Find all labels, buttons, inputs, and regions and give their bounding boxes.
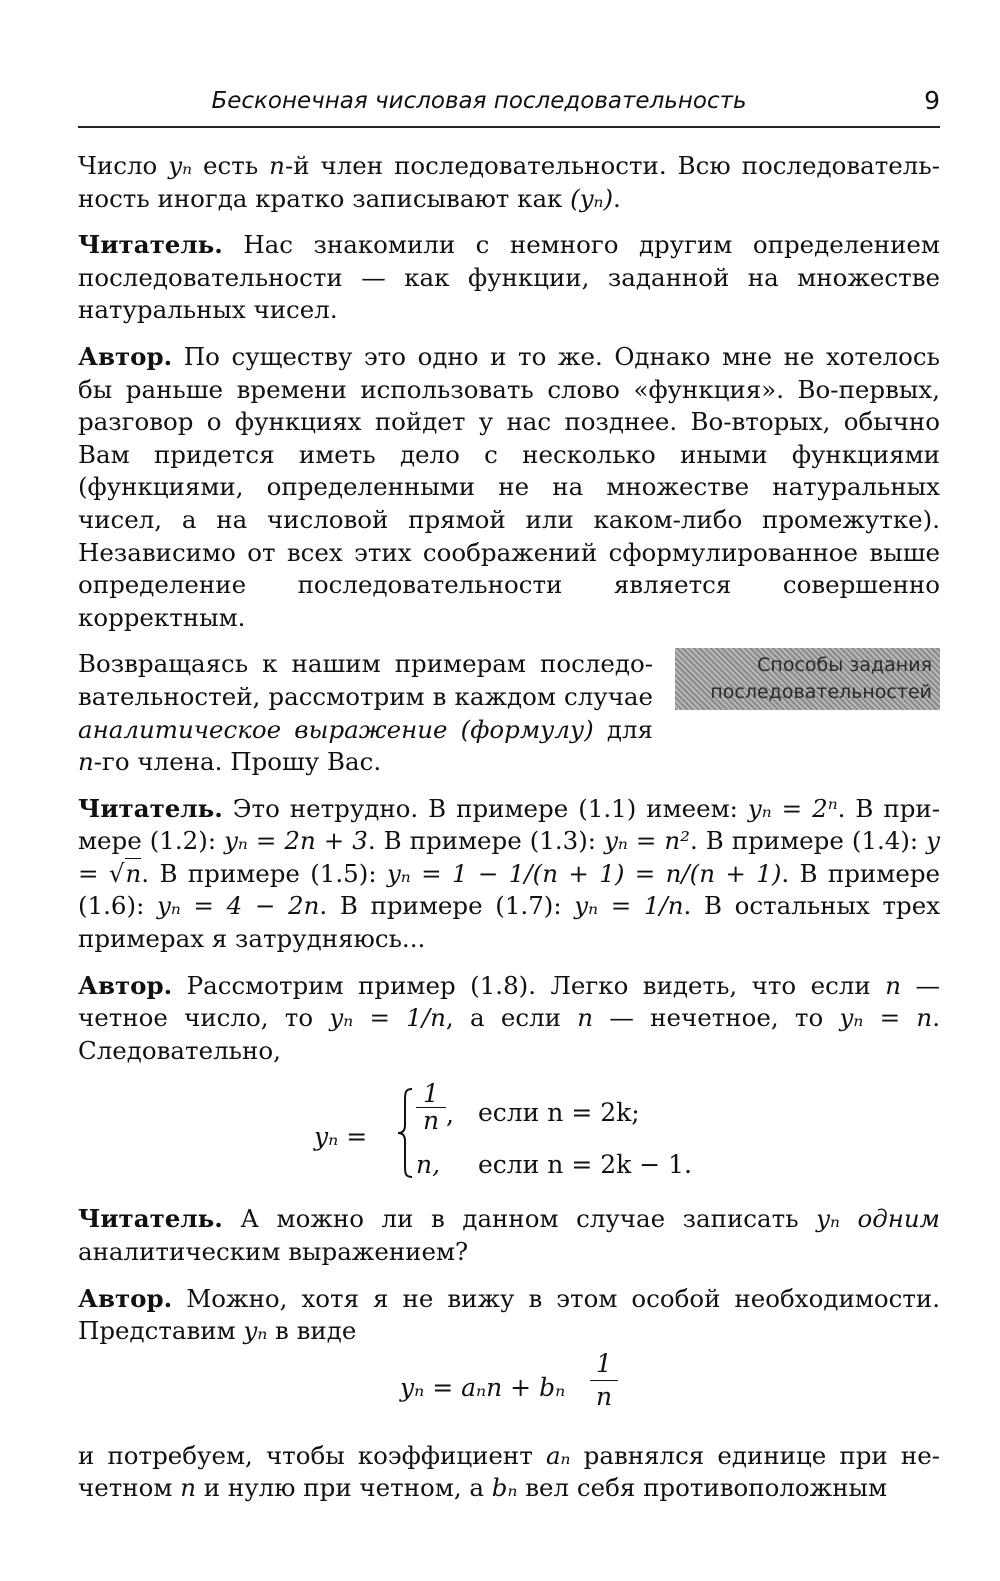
math-seq: (yₙ) (570, 183, 614, 213)
speaker-reader: Читатель. (78, 230, 223, 260)
paragraph-9 (78, 1440, 940, 1505)
text: вел себя противоположным (517, 1473, 888, 1503)
paragraph-reader-2 (78, 793, 940, 956)
speaker-author: Автор. (78, 1283, 173, 1313)
condition-odd: если n = 2k − 1. (478, 1150, 692, 1180)
paragraph-author-2 (78, 970, 940, 1068)
text: Можно, хотя я не вижу в этом особой необходимости. Представим (78, 1283, 940, 1346)
speaker-author: Автор. (78, 341, 173, 371)
text: Возвращаясь к нашим примерам последовательностей, рассмотрим в каждом случае (78, 649, 653, 711)
text: . В примере (1.5): (141, 858, 387, 888)
formula-even: yₙ = 1/n (329, 1003, 446, 1033)
paragraph-author-1 (78, 341, 940, 634)
numerator: 1 (416, 1081, 446, 1108)
paragraph-reader-1 (78, 229, 940, 327)
math-n: n (269, 151, 285, 180)
text: . В примере (1.4): (689, 826, 927, 856)
text: . В остальных трех примерах я затрудняюсь... (78, 891, 941, 954)
text: . Следовательно, (78, 1003, 940, 1065)
running-title: Бесконечная числовая последовательность (211, 88, 747, 114)
formula-1-1: yₙ = 2ⁿ (747, 793, 838, 823)
text: — нечетное, то (593, 1003, 840, 1033)
formula-1-2: yₙ = 2n + 3 (224, 826, 368, 856)
page-number: 9 (924, 86, 940, 115)
text: . (613, 183, 621, 213)
text: Нас знакомили с немного другим определением последовательности — как функции, заданной на множестве натуральных чисел. (78, 230, 940, 325)
formula-1-7: yₙ = 1/n (574, 891, 684, 921)
speaker-author: Автор. (78, 970, 173, 1000)
piecewise-equation (78, 1081, 940, 1189)
text: равнялся единице при нечетном (78, 1440, 940, 1503)
text: Число (78, 151, 169, 180)
paragraph-reader-3 (78, 1203, 940, 1268)
text: Это нетрудно. В примере (1.1) имеем: (222, 793, 748, 823)
paragraph-1 (78, 150, 940, 215)
paragraph-4 (78, 648, 940, 778)
equation-expression: yₙ = aₙn + bₙ (400, 1372, 566, 1402)
paragraph-author-3 (78, 1283, 940, 1348)
margin-note-line: последовательностей (710, 681, 932, 704)
sqrt-sign: y = √ (78, 826, 941, 888)
equation-lhs: yₙ = (314, 1122, 368, 1152)
math-yn: yₙ (168, 151, 193, 180)
text: и нулю при четном, а (195, 1473, 492, 1503)
text: . В примере (1.3): (367, 826, 605, 856)
text: — четное число, то (78, 970, 940, 1033)
math-bn: bₙ (491, 1473, 518, 1503)
text: в виде (267, 1316, 357, 1346)
text: -й член последовательности. Всю последовательность иногда кратко записывают как (78, 151, 940, 213)
text: Рассмотрим пример (1.8). Легко видеть, что если (172, 970, 886, 1000)
text: . В примере (1.7): (319, 891, 575, 921)
left-brace (396, 1087, 414, 1179)
text: . В примере (1.6): (78, 858, 940, 921)
page-header (78, 86, 940, 128)
speaker-reader: Читатель. (78, 793, 223, 823)
math-n: n (885, 970, 902, 1000)
text: . В примере (1.2): (78, 793, 940, 856)
math-n: n (78, 747, 94, 777)
formula-1-5: yₙ = 1 − 1/(n + 1) = n/(n + 1) (386, 858, 782, 888)
math-an: aₙ (545, 1440, 571, 1470)
emphasis: аналитическое выражение (формулу) (78, 714, 594, 744)
formula-1-6: yₙ = 4 − 2n (157, 891, 320, 921)
math-yn: yₙ (816, 1204, 840, 1234)
emphasis: одним (857, 1204, 940, 1234)
page-body (78, 150, 940, 1519)
formula-odd: yₙ = n (839, 1003, 933, 1033)
text: для (593, 714, 653, 744)
case-odd-value: n, (416, 1150, 441, 1180)
text: По существу это одно и то же. Однако мне не хотелось бы раньше времени использовать слово «функция». Во-первых, разговор о функциях пойдет у нас позднее. Во-вторых, обычно Вам придется иметь дело с несколько иными функциями (функциями, определенными не на множестве натуральных чисел, а на числовой прямой или каком-либо промежутке). Независимо от всех этих соображений сформулированное выше определение последовательности является совершенно корректным. (78, 341, 940, 632)
fraction-one-over-n (416, 1081, 446, 1134)
text: аналитическим выражением? (78, 1237, 469, 1267)
margin-note (675, 648, 940, 710)
sqrt-arg: n (125, 858, 142, 888)
fraction-one-over-n (590, 1348, 618, 1413)
margin-note-line: Способы задания (757, 654, 932, 677)
text: есть (192, 151, 270, 180)
numerator: 1 (590, 1348, 618, 1381)
math-n: n (577, 1003, 594, 1033)
comma: , (446, 1100, 454, 1130)
speaker-reader: Читатель. (78, 1204, 223, 1234)
text: А можно ли в данном случае записать (222, 1204, 817, 1234)
math-yn: yₙ (243, 1316, 268, 1346)
text: -го члена. Прошу Вас. (93, 747, 382, 777)
text: и потребуем, чтобы коэффициент (78, 1440, 546, 1470)
combined-equation (78, 1348, 940, 1430)
condition-even: если n = 2k; (478, 1098, 640, 1128)
math-n: n (180, 1473, 196, 1503)
text: , а если (445, 1003, 578, 1033)
denominator: n (422, 1106, 440, 1136)
denominator: n (595, 1381, 613, 1411)
formula-1-3: yₙ = n² (604, 826, 690, 856)
